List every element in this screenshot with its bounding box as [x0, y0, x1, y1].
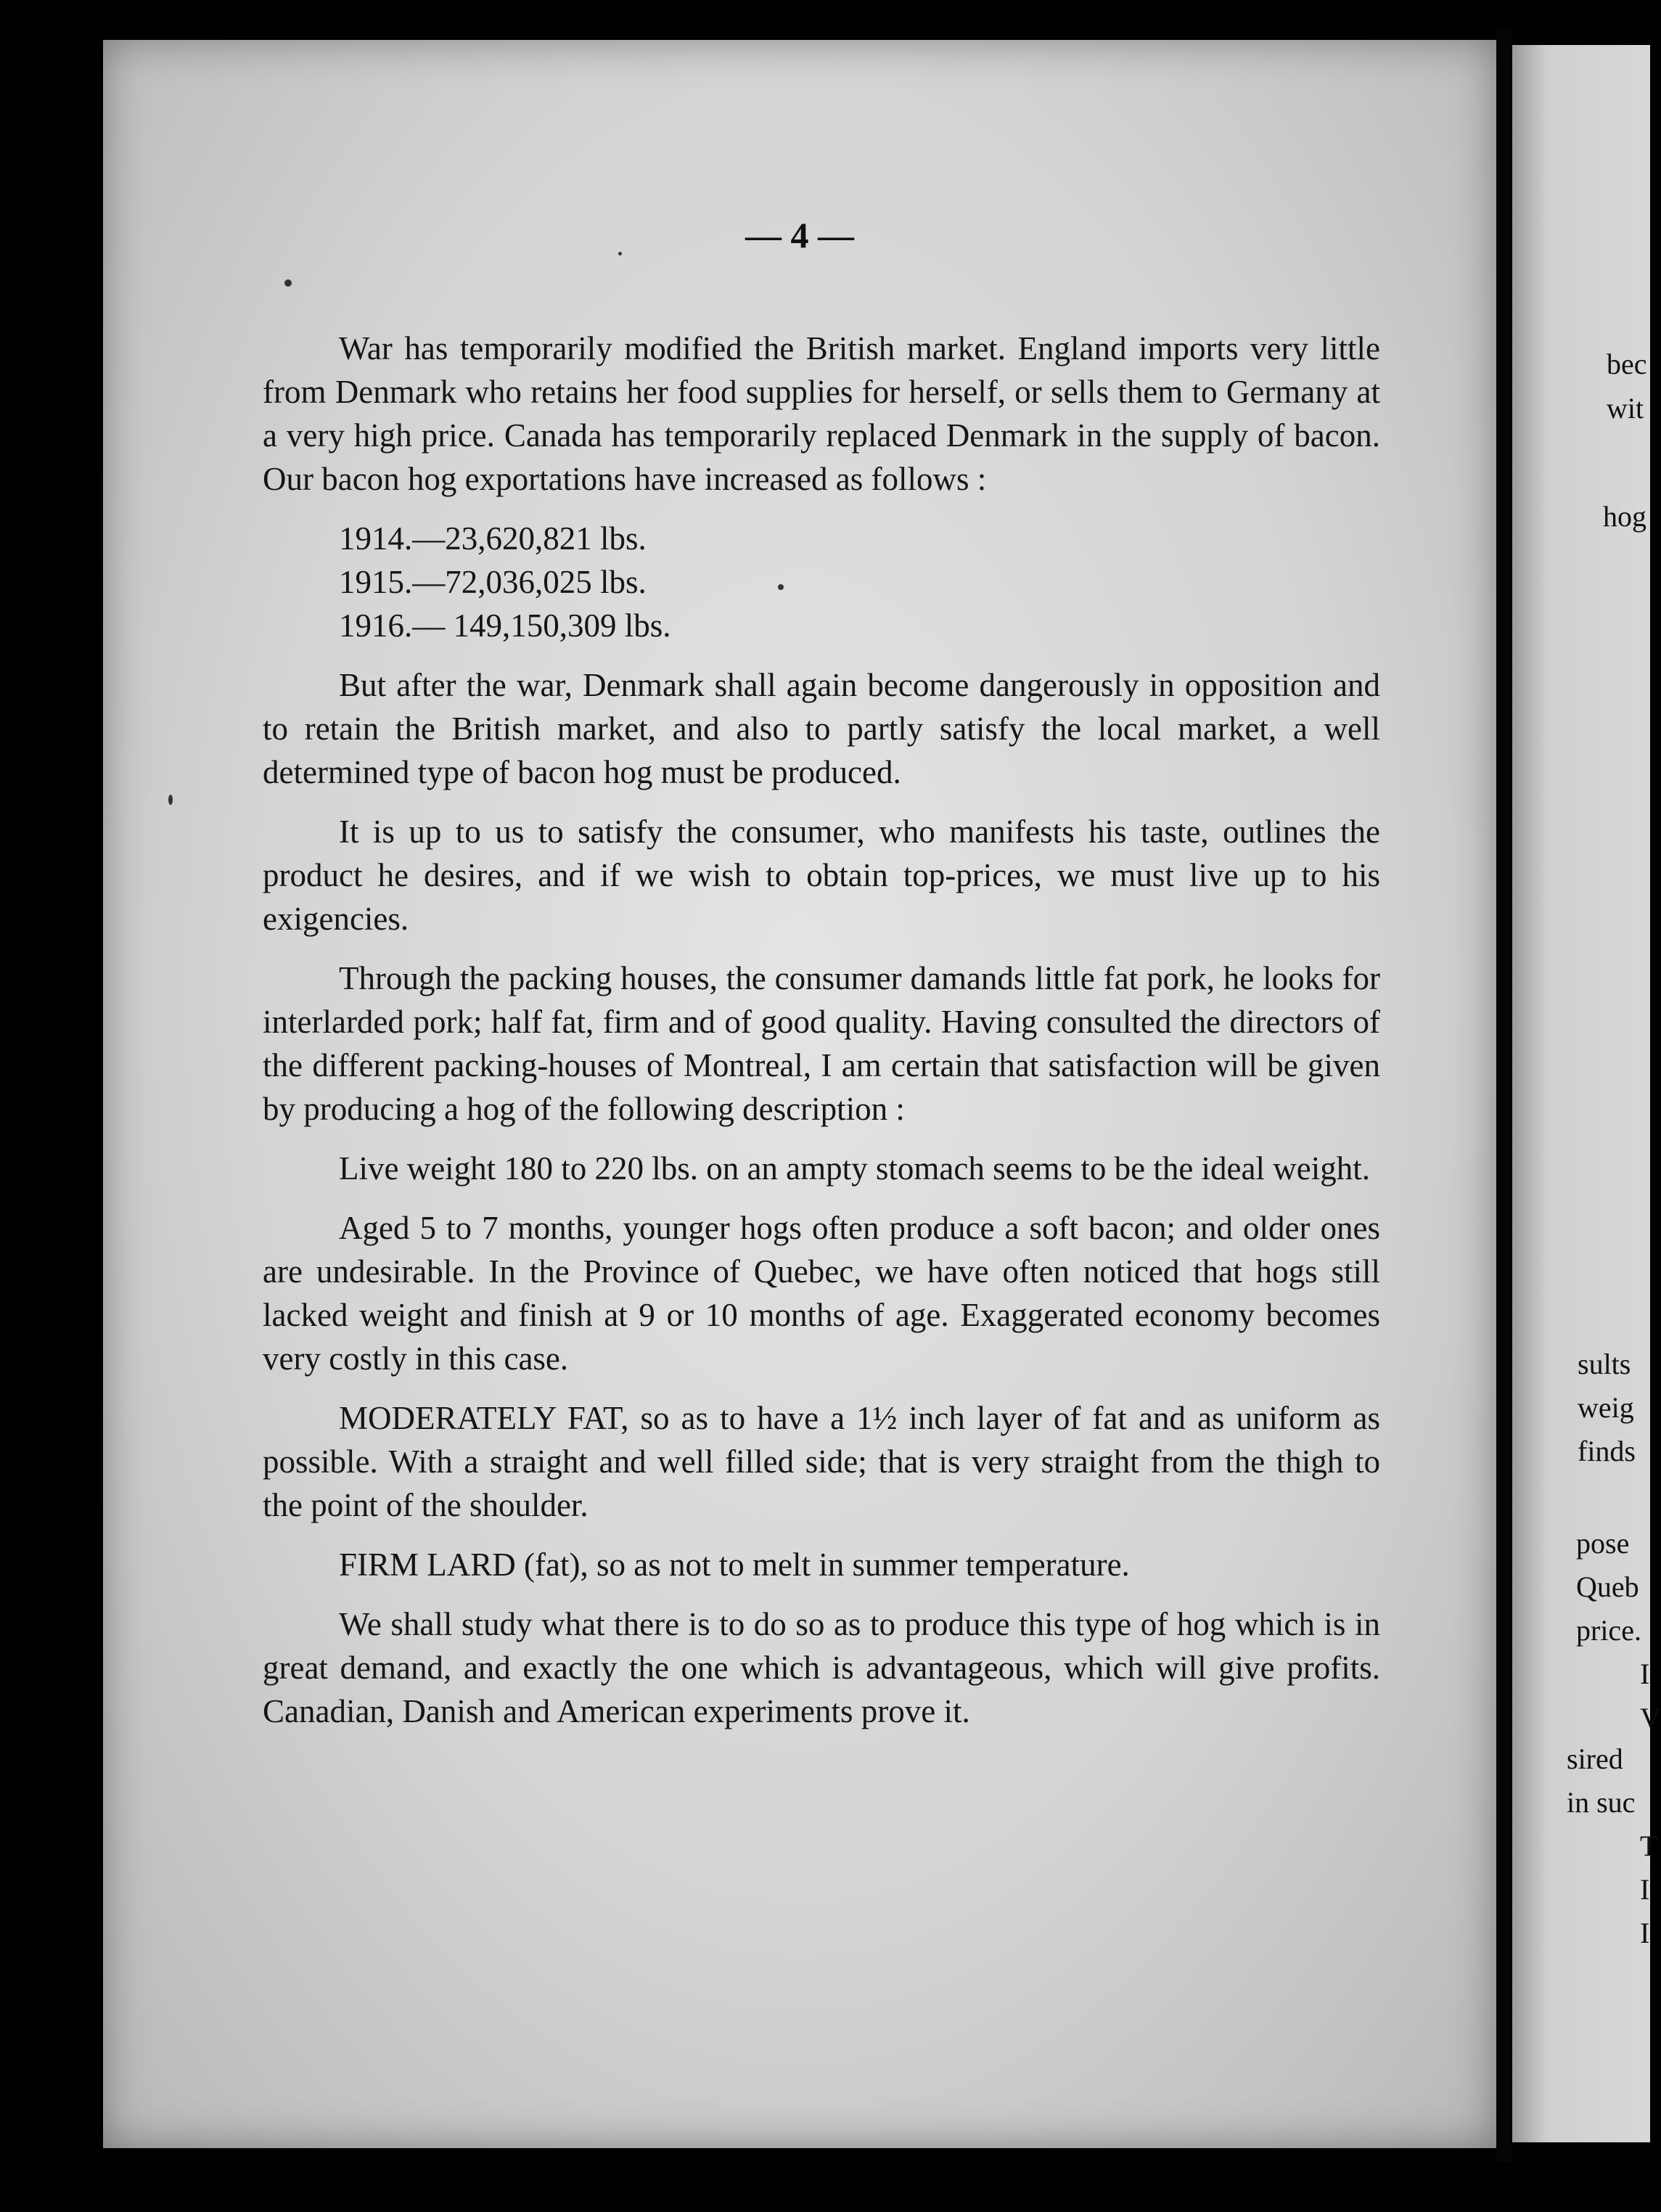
- exports-item-1916: 1916.— 149,150,309 lbs.: [339, 607, 671, 644]
- next-page-fragment: pose: [1576, 1527, 1630, 1560]
- next-page-fragment: V: [1640, 1702, 1661, 1734]
- paragraph-moderately-fat: MODERATELY FAT, so as to have a 1½ inch layer of fat and as uniform as possible. With a straight and well filled side; that is very straight from the thigh to the point of the shoulder.: [263, 1400, 1380, 1523]
- next-page-fragment: T: [1640, 1830, 1658, 1862]
- next-page-fragment: I: [1640, 1658, 1650, 1690]
- paragraph-intro: War has temporarily modified the British market. England imports very little from Denmark who retains her food supplies for herself, or sells them to Germany at a very high price. Canada has temporarily replaced Denmark in the supply of bacon. Our bacon hog exportations have increased as follows :: [263, 330, 1380, 497]
- next-page-fragment: I: [1640, 1917, 1650, 1949]
- next-page-fragment: I: [1640, 1873, 1650, 1906]
- next-page-fragment: sired: [1567, 1742, 1623, 1775]
- next-page-fragment: bec: [1607, 348, 1647, 380]
- paragraph-age: Aged 5 to 7 months, younger hogs often produce a soft bacon; and older ones are undesirable. In the Province of Quebec, we have often noticed that hogs still lacked weight and finish at 9 or 10 months of age. Exaggerated economy becomes very costly in this case.: [263, 1210, 1380, 1377]
- scan-speck: [778, 584, 784, 590]
- book-gutter: [1496, 29, 1512, 2163]
- next-page-fragment: sults: [1578, 1348, 1631, 1380]
- paragraph-consumer: It is up to us to satisfy the consumer, who manifests his taste, outlines the product he desires, and if we wish to obtain top-prices, we must live up to his exigencies.: [263, 814, 1380, 937]
- body-text: [263, 327, 1380, 1749]
- next-page-fragment: weig: [1578, 1391, 1634, 1424]
- next-page-fragment: in suc: [1567, 1786, 1636, 1819]
- exports-item-1915: 1915.—72,036,025 lbs.: [339, 564, 647, 600]
- document-page: [103, 40, 1496, 2148]
- exports-list: [339, 517, 1380, 647]
- paragraph-packing-houses: Through the packing houses, the consumer damands little fat pork, he looks for interlarded pork; half fat, firm and of good quality. Having consulted the directors of the different packing-houses of Montreal, I am certain that satisfaction will be given by producing a hog of the following description :: [263, 960, 1380, 1127]
- paragraph-live-weight: Live weight 180 to 220 lbs. on an ampty stomach seems to be the ideal weight.: [339, 1150, 1370, 1187]
- next-page-fragment: Queb: [1576, 1570, 1639, 1603]
- scan-speck: [168, 795, 173, 805]
- scan-speck: [284, 279, 292, 287]
- next-page-fragment: finds: [1578, 1435, 1636, 1467]
- paragraph-study: We shall study what there is to do so as to produce this type of hog which is in great demand, and exactly the one which is advantageous, which will give profits. Canadian, Danish and American experiments prove it.: [263, 1606, 1380, 1729]
- paragraph-after-war: But after the war, Denmark shall again become dangerously in opposition and to retain the British market, and also to partly satisfy the local market, a well determined type of bacon hog must be produced.: [263, 667, 1380, 790]
- next-page-fragment: wit: [1607, 392, 1644, 425]
- next-page-fragment: price.: [1576, 1614, 1641, 1647]
- paragraph-firm-lard: FIRM LARD (fat), so as not to melt in summer temperature.: [339, 1547, 1130, 1583]
- page-number: — 4 —: [745, 215, 854, 255]
- exports-item-1914: 1914.—23,620,821 lbs.: [339, 520, 647, 557]
- next-page-edge: [1512, 45, 1661, 2142]
- next-page-fragment: hog: [1603, 500, 1646, 533]
- scan-speck: [618, 252, 622, 255]
